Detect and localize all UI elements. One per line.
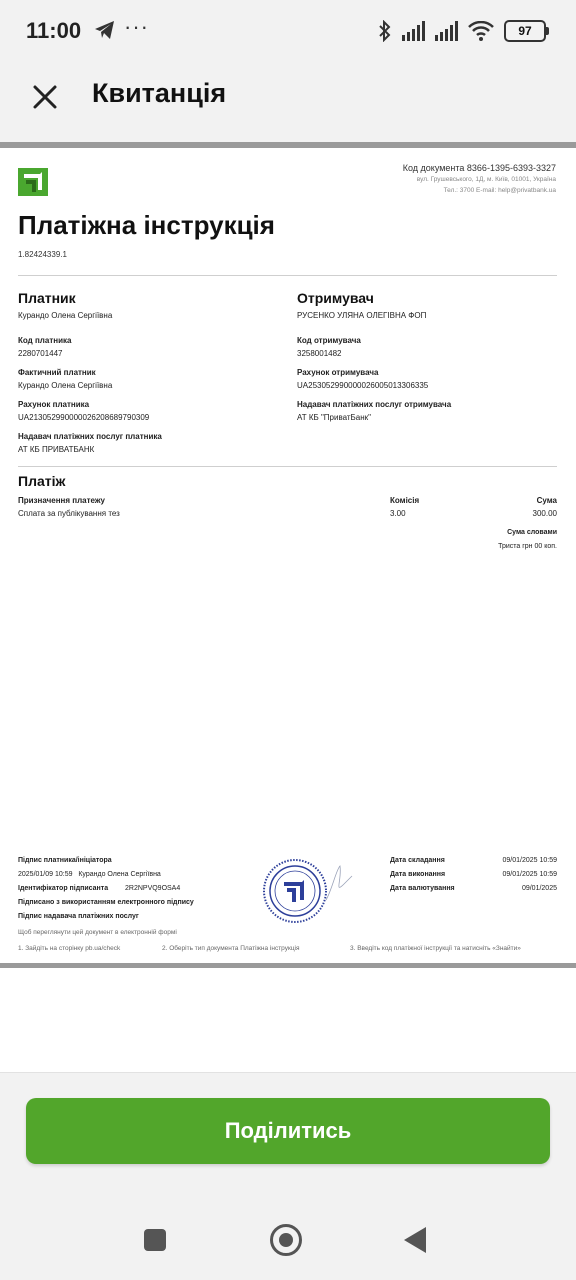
page-title: Квитанція <box>92 78 227 108</box>
check-step-3: 3. Введіть код платіжної інструкції та натисніть «Знайти» <box>350 945 521 952</box>
status-time: 11:00 <box>26 18 82 43</box>
recipient-provider-label: Надавач платіжних послуг отримувача <box>297 400 452 409</box>
telegram-icon <box>94 20 116 40</box>
recipient-provider: АТ КБ "ПриватБанк" <box>297 413 372 422</box>
home-icon[interactable] <box>270 1224 302 1256</box>
status-bar <box>0 0 576 62</box>
check-step-2: 2. Оберіть тип документа Платіжна інструкція <box>162 945 300 952</box>
system-nav-bar <box>0 1200 576 1280</box>
bank-stamp-icon <box>262 858 328 924</box>
more-notifications-icon: ··· <box>124 14 149 39</box>
app-header <box>0 62 576 142</box>
executed-date: 09/01/2025 10:59 <box>502 871 557 878</box>
actual-payer-label: Фактичний платник <box>18 368 96 377</box>
recipient-code-label: Код отримувача <box>297 336 361 345</box>
recipient-account-label: Рахунок отримувача <box>297 368 379 377</box>
receipt-title: Платіжна інструкція <box>18 210 275 240</box>
payment-heading: Платіж <box>18 473 66 489</box>
executed-label: Дата виконання <box>390 871 446 878</box>
payer-account-label: Рахунок платника <box>18 400 90 409</box>
signed-note: Підписано з використанням електронного підпису <box>18 899 194 906</box>
privatbank-logo-icon <box>18 168 48 196</box>
signal-icon-2 <box>435 21 458 41</box>
provider-signature: Підпис надавача платіжних послуг <box>18 913 139 920</box>
payer-heading: Платник <box>18 290 76 306</box>
amount-label: Сума <box>536 496 557 505</box>
purpose: Сплата за публікування тез <box>18 509 120 518</box>
recipient-name: РУСЕНКО УЛЯНА ОЛЕГІВНА ФОП <box>297 311 427 320</box>
amount: 300.00 <box>532 509 557 518</box>
share-button[interactable]: Поділитись <box>26 1098 550 1164</box>
signature-scribble-icon <box>322 860 356 904</box>
payer-signature-label: Підпис платника/ініціатора <box>18 857 112 864</box>
purpose-label: Призначення платежу <box>18 496 106 505</box>
blank-area <box>0 968 576 1073</box>
payer-signature-value: 2025/01/09 10:59 Курандо Олена Сергіївна <box>18 871 161 878</box>
check-step-1: 1. Зайдіть на сторінку pb.ua/check <box>18 945 121 952</box>
commission: 3.00 <box>390 509 406 518</box>
signal-icon <box>402 21 425 41</box>
amount-words-label: Сума словами <box>507 529 557 536</box>
bluetooth-icon <box>378 20 392 42</box>
signer-id-label: Ідентифікатор підписанта <box>18 885 109 892</box>
battery-level: 97 <box>518 24 532 38</box>
payer-account: UA213052990000026208689790309 <box>18 413 150 422</box>
divider <box>18 466 557 467</box>
commission-label: Комісія <box>390 496 420 505</box>
created-label: Дата складання <box>390 857 445 864</box>
recipient-heading: Отримувач <box>297 290 374 306</box>
signer-id: 2R2NPVQ9OSA4 <box>125 885 181 892</box>
bank-contacts: Тел.: 3700 E-mail: help@privatbank.ua <box>443 187 556 194</box>
recipient-code: 3258001482 <box>297 349 342 358</box>
payer-code-label: Код платника <box>18 336 72 345</box>
payer-code: 2280701447 <box>18 349 63 358</box>
back-icon[interactable] <box>404 1227 426 1253</box>
battery-icon <box>504 20 546 42</box>
close-icon[interactable] <box>28 80 62 114</box>
value-date-label: Дата валютування <box>390 885 455 892</box>
value-date: 09/01/2025 <box>521 885 557 892</box>
payer-name: Курандо Олена Сергіївна <box>18 311 113 320</box>
recents-icon[interactable] <box>144 1229 166 1251</box>
wifi-icon <box>468 21 494 41</box>
document-info <box>403 163 556 195</box>
document-code: Код документа 8366-1395-6393-3327 <box>402 163 556 173</box>
amount-words: Триста грн 00 коп. <box>498 543 557 550</box>
receipt-document[interactable] <box>0 148 576 963</box>
bank-address: вул. Грушевського, 1Д, м. Київ, 01001, Україна <box>416 176 556 183</box>
view-note: Щоб переглянути цей документ в електронній формі <box>18 929 177 936</box>
receipt-version: 1.82424339.1 <box>18 250 67 259</box>
actual-payer: Курандо Олена Сергіївна <box>18 381 113 390</box>
recipient-account: UA253052990000026005013306335 <box>297 381 429 390</box>
created-date: 09/01/2025 10:59 <box>502 857 557 864</box>
payer-provider: АТ КБ ПРИВАТБАНК <box>18 445 95 454</box>
divider <box>18 275 557 276</box>
payer-provider-label: Надавач платіжних послуг платника <box>18 432 162 441</box>
